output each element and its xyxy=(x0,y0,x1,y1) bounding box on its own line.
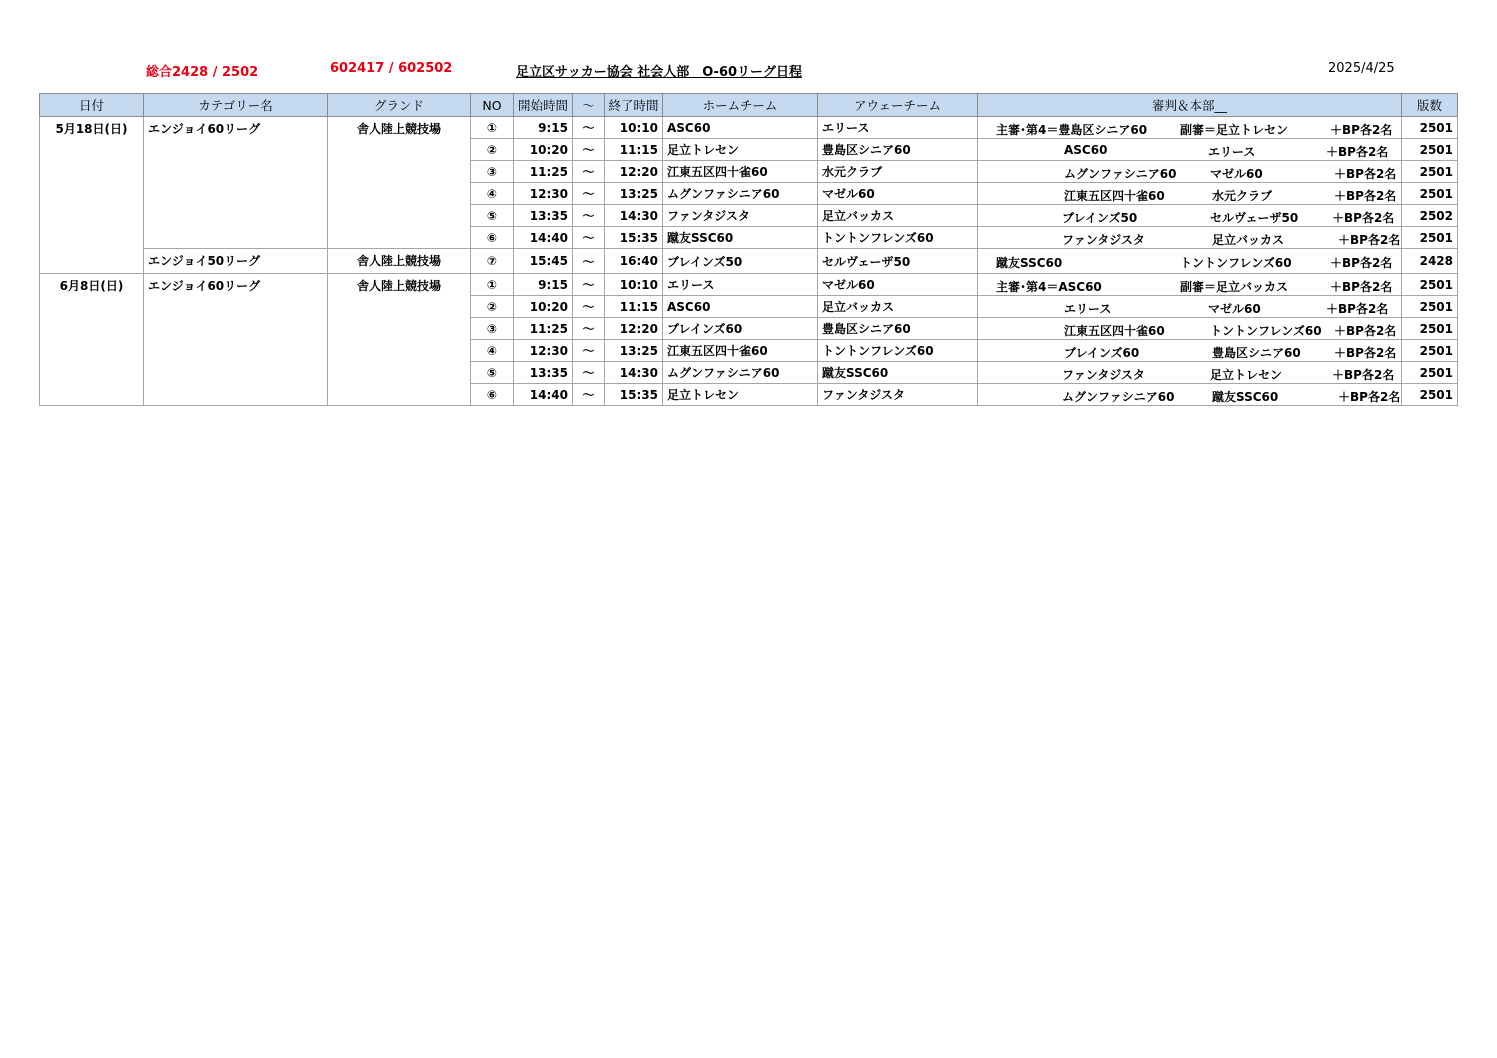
match-date: 6月8日(日) xyxy=(40,274,144,406)
start-time: 10:20 xyxy=(514,139,573,161)
referee-main: ムグンファシニア60 xyxy=(1062,389,1175,404)
version: 2501 xyxy=(1402,161,1458,183)
away-team: 豊島区シニア60 xyxy=(818,318,978,340)
away-team: 水元クラブ xyxy=(818,161,978,183)
start-time: 10:20 xyxy=(514,296,573,318)
match-no: ⑤ xyxy=(471,362,514,384)
ground: 舎人陸上競技場 xyxy=(328,274,471,406)
end-time: 13:25 xyxy=(605,183,663,205)
version: 2501 xyxy=(1402,227,1458,249)
away-team: トントンフレンズ60 xyxy=(818,227,978,249)
match-no: ④ xyxy=(471,340,514,362)
referee-assignment xyxy=(978,227,1402,249)
start-time: 12:30 xyxy=(514,340,573,362)
referee-assignment xyxy=(978,117,1402,139)
time-separator: ～ xyxy=(573,384,605,406)
ball-person: ＋BP各2名 xyxy=(1334,323,1397,338)
col-referee: 審判＆本部__ xyxy=(978,94,1402,117)
ball-person: ＋BP各2名 xyxy=(1332,210,1395,225)
referee-main: 蹴友SSC60 xyxy=(996,256,1063,270)
time-separator: ～ xyxy=(573,117,605,139)
ball-person: ＋BP各2名 xyxy=(1338,232,1401,247)
version: 2428 xyxy=(1402,249,1458,274)
home-team: 蹴友SSC60 xyxy=(663,227,818,249)
referee-sub: 足立トレセン xyxy=(1210,367,1283,382)
away-team: トントンフレンズ60 xyxy=(818,340,978,362)
start-time: 11:25 xyxy=(514,161,573,183)
version: 2501 xyxy=(1402,340,1458,362)
end-time: 10:10 xyxy=(605,274,663,296)
referee-sub: トントンフレンズ60 xyxy=(1210,323,1322,338)
referee-main: ブレインズ60 xyxy=(1064,345,1140,360)
home-team: ASC60 xyxy=(663,296,818,318)
end-time: 13:25 xyxy=(605,340,663,362)
version: 2501 xyxy=(1402,274,1458,296)
referee-main: エリース xyxy=(1064,301,1112,316)
version: 2501 xyxy=(1402,139,1458,161)
time-separator: ～ xyxy=(573,296,605,318)
col-start: 開始時間 xyxy=(514,94,573,117)
away-team: 足立バッカス xyxy=(818,296,978,318)
match-no: ⑦ xyxy=(471,249,514,274)
referee-main: 主審･第4＝豊島区シニア60 xyxy=(996,122,1148,137)
referee-assignment xyxy=(978,139,1402,161)
home-team: ムグンファシニア60 xyxy=(663,183,818,205)
referee-main: ムグンファシニア60 xyxy=(1064,166,1177,181)
match-no: ③ xyxy=(471,318,514,340)
col-away: アウェーチーム xyxy=(818,94,978,117)
category: エンジョイ60リーグ xyxy=(144,274,328,406)
time-separator: ～ xyxy=(573,205,605,227)
time-separator: ～ xyxy=(573,274,605,296)
time-separator: ～ xyxy=(573,161,605,183)
version: 2502 xyxy=(1402,205,1458,227)
away-team: マゼル60 xyxy=(818,274,978,296)
referee-sub: セルヴェーザ50 xyxy=(1210,210,1299,225)
schedule-body xyxy=(40,117,1458,406)
version: 2501 xyxy=(1402,117,1458,139)
referee-main: ブレインズ50 xyxy=(1062,210,1138,225)
ball-person: ＋BP各2名 xyxy=(1334,345,1397,360)
away-team: エリース xyxy=(818,117,978,139)
ground: 舎人陸上競技場 xyxy=(328,117,471,249)
col-sep: ～ xyxy=(573,94,605,117)
end-time: 11:15 xyxy=(605,139,663,161)
referee-assignment xyxy=(978,205,1402,227)
table-row xyxy=(40,274,1458,296)
ball-person: ＋BP各2名 xyxy=(1332,367,1395,382)
ball-person: ＋BP各2名 xyxy=(1334,166,1397,181)
referee-assignment xyxy=(978,318,1402,340)
referee-main: 江東五区四十雀60 xyxy=(1064,323,1165,338)
ball-person: ＋BP各2名 xyxy=(1338,389,1401,404)
time-separator: ～ xyxy=(573,227,605,249)
referee-assignment xyxy=(978,161,1402,183)
referee-sub: 蹴友SSC60 xyxy=(1212,389,1279,404)
end-time: 15:35 xyxy=(605,384,663,406)
version: 2501 xyxy=(1402,318,1458,340)
referee-main: 江東五区四十雀60 xyxy=(1064,188,1165,203)
time-separator: ～ xyxy=(573,183,605,205)
home-team: 足立トレセン xyxy=(663,139,818,161)
match-no: ⑥ xyxy=(471,384,514,406)
end-time: 16:40 xyxy=(605,249,663,274)
version: 2501 xyxy=(1402,296,1458,318)
time-separator: ～ xyxy=(573,340,605,362)
match-no: ① xyxy=(471,117,514,139)
start-time: 13:35 xyxy=(514,362,573,384)
issue-date: 2025/4/25 xyxy=(1328,61,1395,76)
start-time: 15:45 xyxy=(514,249,573,274)
referee-sub: マゼル60 xyxy=(1210,166,1263,181)
referee-sub: マゼル60 xyxy=(1208,301,1261,316)
time-separator: ～ xyxy=(573,139,605,161)
code-range: 602417 / 602502 xyxy=(330,61,453,76)
home-team: 足立トレセン xyxy=(663,384,818,406)
col-date: 日付 xyxy=(40,94,144,117)
referee-sub: トントンフレンズ60 xyxy=(1180,256,1292,270)
start-time: 9:15 xyxy=(514,274,573,296)
referee-assignment xyxy=(978,274,1402,296)
col-end: 終了時間 xyxy=(605,94,663,117)
end-time: 12:20 xyxy=(605,161,663,183)
match-no: ② xyxy=(471,139,514,161)
referee-main: ファンタジスタ xyxy=(1062,232,1145,247)
ball-person: ＋BP各2名 xyxy=(1326,301,1389,316)
match-no: ① xyxy=(471,274,514,296)
home-team: ASC60 xyxy=(663,117,818,139)
referee-sub: 足立バッカス xyxy=(1212,232,1285,247)
home-team: ファンタジスタ xyxy=(663,205,818,227)
start-time: 14:40 xyxy=(514,384,573,406)
match-no: ⑤ xyxy=(471,205,514,227)
category: エンジョイ50リーグ xyxy=(144,249,328,274)
time-separator: ～ xyxy=(573,249,605,274)
referee-assignment xyxy=(978,249,1402,274)
ground: 舎人陸上競技場 xyxy=(328,249,471,274)
col-home: ホームチーム xyxy=(663,94,818,117)
home-team: 江東五区四十雀60 xyxy=(663,161,818,183)
home-team: ムグンファシニア60 xyxy=(663,362,818,384)
referee-main: 主審･第4＝ASC60 xyxy=(996,279,1102,294)
away-team: 蹴友SSC60 xyxy=(818,362,978,384)
referee-main: ASC60 xyxy=(1064,142,1108,157)
referee-sub: 副審＝足立バッカス xyxy=(1180,279,1289,294)
referee-assignment xyxy=(978,183,1402,205)
table-row xyxy=(40,249,1458,274)
start-time: 12:30 xyxy=(514,183,573,205)
end-time: 14:30 xyxy=(605,362,663,384)
end-time: 15:35 xyxy=(605,227,663,249)
start-time: 13:35 xyxy=(514,205,573,227)
category: エンジョイ60リーグ xyxy=(144,117,328,249)
ball-person: ＋BP各2名 xyxy=(1334,188,1397,203)
end-time: 10:10 xyxy=(605,117,663,139)
schedule-table xyxy=(39,93,1458,406)
version: 2501 xyxy=(1402,384,1458,406)
ball-person: ＋BP各2名 xyxy=(1326,144,1389,159)
ball-person: ＋BP各2名 xyxy=(1330,256,1393,270)
header-row xyxy=(40,94,1458,117)
match-date: 5月18日(日) xyxy=(40,117,144,274)
referee-sub: 水元クラブ xyxy=(1212,188,1273,203)
time-separator: ～ xyxy=(573,318,605,340)
table-row xyxy=(40,117,1458,139)
match-no: ③ xyxy=(471,161,514,183)
match-no: ⑥ xyxy=(471,227,514,249)
match-no: ④ xyxy=(471,183,514,205)
home-team: ブレインズ60 xyxy=(663,318,818,340)
referee-assignment xyxy=(978,384,1402,406)
end-time: 14:30 xyxy=(605,205,663,227)
version: 2501 xyxy=(1402,362,1458,384)
home-team: ブレインズ50 xyxy=(663,249,818,274)
page-title: 足立区サッカー協会 社会人部 O-60リーグ日程 xyxy=(516,65,803,80)
away-team: セルヴェーザ50 xyxy=(818,249,978,274)
col-version: 版数 xyxy=(1402,94,1458,117)
home-team: エリース xyxy=(663,274,818,296)
referee-sub: 副審＝足立トレセン xyxy=(1180,122,1289,137)
away-team: 豊島区シニア60 xyxy=(818,139,978,161)
home-team: 江東五区四十雀60 xyxy=(663,340,818,362)
away-team: マゼル60 xyxy=(818,183,978,205)
ball-person: ＋BP各2名 xyxy=(1330,122,1393,137)
col-category: カテゴリー名 xyxy=(144,94,328,117)
start-time: 14:40 xyxy=(514,227,573,249)
away-team: ファンタジスタ xyxy=(818,384,978,406)
referee-sub: 豊島区シニア60 xyxy=(1212,345,1301,360)
end-time: 12:20 xyxy=(605,318,663,340)
col-ground: グランド xyxy=(328,94,471,117)
start-time: 11:25 xyxy=(514,318,573,340)
time-separator: ～ xyxy=(573,362,605,384)
referee-sub: エリース xyxy=(1208,144,1256,159)
start-time: 9:15 xyxy=(514,117,573,139)
away-team: 足立バッカス xyxy=(818,205,978,227)
version: 2501 xyxy=(1402,183,1458,205)
referee-main: ファンタジスタ xyxy=(1062,367,1145,382)
end-time: 11:15 xyxy=(605,296,663,318)
ball-person: ＋BP各2名 xyxy=(1330,279,1393,294)
total-count: 総合2428 / 2502 xyxy=(146,65,259,80)
referee-assignment xyxy=(978,362,1402,384)
referee-assignment xyxy=(978,340,1402,362)
col-no: NO xyxy=(471,94,514,117)
referee-assignment xyxy=(978,296,1402,318)
match-no: ② xyxy=(471,296,514,318)
